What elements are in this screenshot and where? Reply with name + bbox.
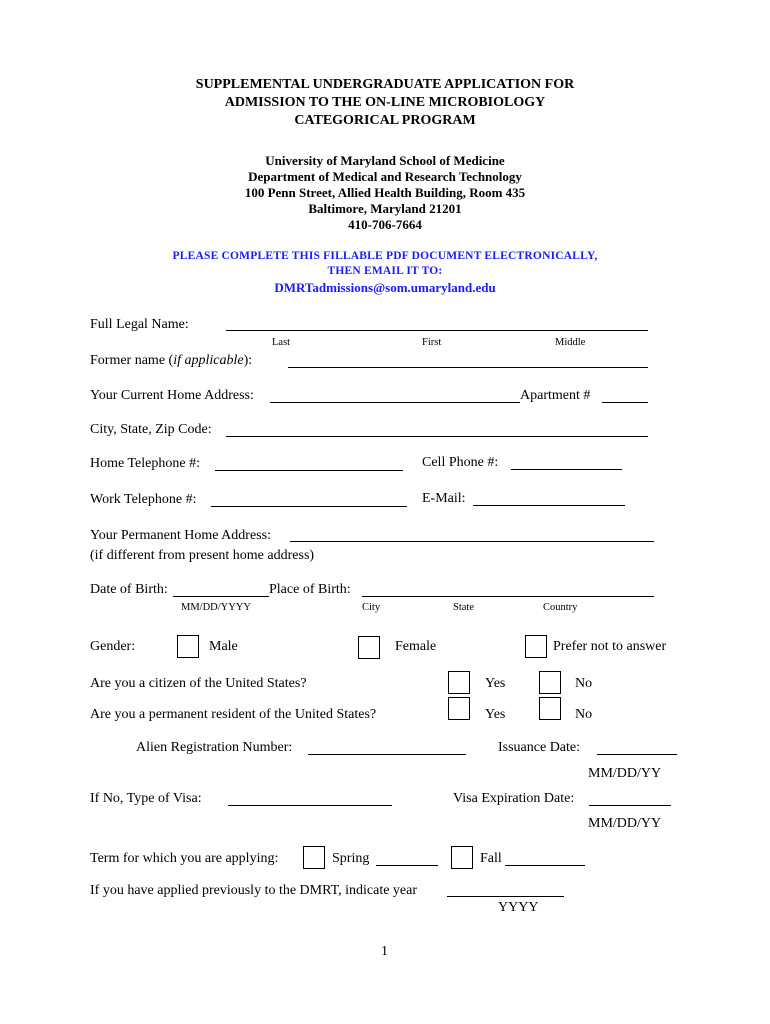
work-phone-label: Work Telephone #: [90, 492, 197, 507]
gender-male-checkbox[interactable] [177, 635, 199, 658]
visa-expiration-field[interactable] [589, 805, 671, 806]
home-phone-label: Home Telephone #: [90, 456, 200, 471]
resident-yes-label: Yes [485, 707, 506, 722]
city-state-zip: Baltimore, Maryland 21201 [308, 201, 462, 216]
institution-phone: 410-706-7664 [348, 217, 422, 232]
first-name-sublabel: First [422, 337, 442, 348]
place-of-birth-label: Place of Birth: [269, 582, 351, 597]
issuance-date-label: Issuance Date: [498, 740, 581, 755]
apartment-label: Apartment # [520, 388, 591, 403]
email-label: E-Mail: [422, 491, 466, 506]
visa-type-field[interactable] [228, 805, 392, 806]
visa-expiration-format: MM/DD/YY [588, 816, 662, 831]
visa-type-label: If No, Type of Visa: [90, 791, 202, 806]
term-spring-field[interactable] [376, 865, 438, 866]
former-name-label: Former name (if applicable): [90, 353, 253, 368]
gender-female-label: Female [395, 639, 437, 654]
middle-name-sublabel: Middle [555, 337, 586, 348]
department-name: Department of Medical and Research Technology [248, 169, 522, 184]
alien-registration-label: Alien Registration Number: [136, 740, 293, 755]
applied-previously-label: If you have applied previously to the DMRT, indicate year [90, 883, 418, 898]
applied-year-field[interactable] [447, 896, 564, 897]
gender-prefer-not-checkbox[interactable] [525, 635, 547, 658]
dob-field[interactable] [173, 596, 269, 597]
notice-line-1: PLEASE COMPLETE THIS FILLABLE PDF DOCUMENT ELECTRONICALLY, [172, 250, 598, 262]
former-name-field[interactable] [288, 367, 648, 368]
gender-male-label: Male [209, 639, 238, 654]
pob-state-sublabel: State [453, 602, 474, 613]
permanent-address-note: (if different from present home address) [90, 548, 315, 563]
cell-phone-label: Cell Phone #: [422, 455, 499, 470]
resident-no-checkbox[interactable] [539, 697, 561, 720]
current-address-field[interactable] [270, 402, 520, 403]
work-phone-field[interactable] [211, 506, 407, 507]
gender-female-checkbox[interactable] [358, 636, 380, 659]
submission-email[interactable]: DMRTadmissions@som.umaryland.edu [274, 280, 496, 295]
pob-city-sublabel: City [362, 602, 381, 613]
apartment-field[interactable] [602, 402, 648, 403]
form-title-line-3: CATEGORICAL PROGRAM [294, 113, 476, 128]
term-spring-label: Spring [332, 851, 370, 866]
year-format-hint: YYYY [498, 900, 539, 915]
citizen-question: Are you a citizen of the United States? [90, 676, 307, 691]
issuance-date-field[interactable] [597, 754, 677, 755]
home-phone-field[interactable] [215, 470, 403, 471]
citizen-no-checkbox[interactable] [539, 671, 561, 694]
dob-label: Date of Birth: [90, 582, 168, 597]
term-label: Term for which you are applying: [90, 851, 279, 866]
resident-yes-checkbox[interactable] [448, 697, 470, 720]
term-fall-label: Fall [480, 851, 502, 866]
resident-question: Are you a permanent resident of the United States? [90, 707, 377, 722]
permanent-address-label: Your Permanent Home Address: [90, 528, 271, 543]
gender-label: Gender: [90, 639, 136, 654]
citizen-yes-label: Yes [485, 676, 506, 691]
notice-line-2: THEN EMAIL IT TO: [327, 265, 443, 277]
form-title-line-1: SUPPLEMENTAL UNDERGRADUATE APPLICATION FOR [195, 77, 575, 92]
resident-no-label: No [575, 707, 593, 722]
visa-expiration-label: Visa Expiration Date: [453, 791, 575, 806]
institution-name: University of Maryland School of Medicine [265, 153, 505, 168]
alien-registration-field[interactable] [308, 754, 466, 755]
cell-phone-field[interactable] [511, 469, 622, 470]
place-of-birth-field[interactable] [362, 596, 654, 597]
gender-prefer-not-label: Prefer not to answer [553, 639, 667, 654]
form-title-line-2: ADMISSION TO THE ON-LINE MICROBIOLOGY [224, 95, 546, 110]
street-address: 100 Penn Street, Allied Health Building, Room 435 [244, 185, 526, 200]
dob-format-hint: MM/DD/YYYY [181, 602, 252, 613]
citizen-no-label: No [575, 676, 593, 691]
email-field[interactable] [473, 505, 625, 506]
city-state-zip-label: City, State, Zip Code: [90, 422, 212, 437]
term-spring-checkbox[interactable] [303, 846, 325, 869]
page-number: 1 [381, 944, 388, 959]
issuance-date-format: MM/DD/YY [588, 766, 662, 781]
citizen-yes-checkbox[interactable] [448, 671, 470, 694]
city-state-zip-field[interactable] [226, 436, 648, 437]
term-fall-checkbox[interactable] [451, 846, 473, 869]
pob-country-sublabel: Country [543, 602, 578, 613]
full-legal-name-label: Full Legal Name: [90, 317, 189, 332]
full-legal-name-field[interactable] [226, 330, 648, 331]
term-fall-field[interactable] [505, 865, 585, 866]
current-address-label: Your Current Home Address: [90, 388, 254, 403]
permanent-address-field[interactable] [290, 541, 654, 542]
last-name-sublabel: Last [272, 337, 291, 348]
